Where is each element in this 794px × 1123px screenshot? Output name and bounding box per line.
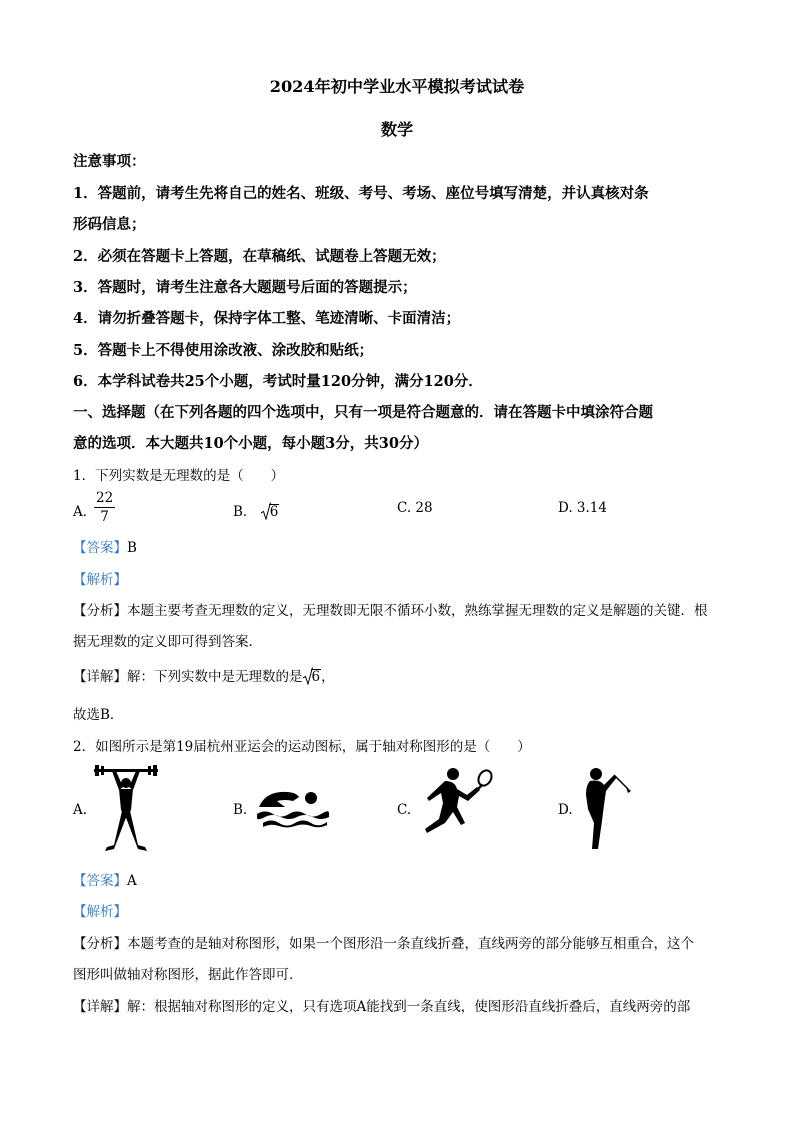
q2-detail bbox=[73, 995, 690, 1015]
q2-analysis-tag: 【解析】 bbox=[73, 904, 127, 920]
q1-option-a-fraction bbox=[94, 489, 115, 526]
q1-option-d: D. 3.14 bbox=[558, 500, 607, 516]
notice-item: 4．请勿折叠答题卡，保持字体工整、笔迹清晰、卡面清洁； bbox=[73, 310, 461, 327]
analysis-label: 【分析】 bbox=[73, 936, 127, 952]
q2-answer bbox=[73, 869, 137, 889]
answer-value: B bbox=[127, 540, 137, 556]
golf-icon bbox=[578, 765, 633, 853]
sqrt-expression bbox=[303, 667, 322, 685]
notice-heading: 注意事项： bbox=[73, 153, 146, 170]
q2-analysis bbox=[73, 932, 694, 952]
tennis-icon bbox=[415, 765, 495, 845]
subject-title: 数学 bbox=[380, 120, 414, 139]
detail-tail: ， bbox=[321, 669, 335, 685]
q1-analysis-cont: 据无理数的定义即可得到答案． bbox=[73, 634, 262, 650]
analysis-text: 本题考查的是轴对称图形，如果一个图形沿一条直线折叠，直线两旁的部分能够互相重合，这个 bbox=[127, 936, 694, 952]
answer-tag: 【答案】 bbox=[73, 540, 127, 556]
detail-label: 【详解】 bbox=[73, 999, 127, 1015]
question-2-stem: 2．如图所示是第19届杭州亚运会的运动图标，属于轴对称图形的是（ ） bbox=[73, 739, 531, 755]
q1-option-b-label: B． bbox=[233, 504, 257, 520]
answer-tag: 【答案】 bbox=[73, 873, 127, 889]
detail-label: 【详解】 bbox=[73, 669, 127, 685]
q1-analysis bbox=[73, 599, 708, 619]
answer-value: A bbox=[127, 873, 137, 889]
section-heading: 一、选择题（在下列各题的四个选项中，只有一项是符合题意的．请在答题卡中填涂符合题 bbox=[73, 404, 653, 421]
radicand: 6 bbox=[269, 504, 279, 520]
q2-analysis-cont: 图形叫做轴对称图形，据此作答即可． bbox=[73, 967, 303, 983]
detail-text: 解：下列实数中是无理数的是 bbox=[127, 669, 303, 685]
q2-option-a-label: A. bbox=[73, 802, 88, 818]
notice-item: 形码信息； bbox=[73, 216, 146, 233]
question-1-stem: 1．下列实数是无理数的是（ ） bbox=[73, 468, 285, 484]
sqrt-expression bbox=[261, 502, 280, 520]
notice-item: 5．答题卡上不得使用涂改液、涂改胶和贴纸； bbox=[73, 342, 374, 359]
section-heading-cont: 意的选项．本大题共10个小题，每小题3分，共30分） bbox=[73, 435, 428, 452]
q2-option-b-label: B. bbox=[233, 802, 248, 818]
notice-item: 2．必须在答题卡上答题，在草稿纸、试题卷上答题无效； bbox=[73, 248, 446, 265]
q1-conclusion: 故选B． bbox=[73, 707, 124, 723]
q2-option-c-label: C. bbox=[397, 802, 412, 818]
fraction-numerator: 22 bbox=[96, 490, 114, 506]
swimming-icon bbox=[255, 787, 330, 829]
detail-text: 解：根据轴对称图形的定义，只有选项A能找到一条直线，使图形沿直线折叠后，直线两旁的部 bbox=[127, 999, 691, 1015]
notice-item: 6．本学科试卷共25个小题，考试时量120分钟，满分120分． bbox=[73, 373, 483, 390]
q1-detail bbox=[73, 665, 335, 685]
weightlifting-icon bbox=[92, 765, 160, 853]
q1-answer bbox=[73, 536, 137, 556]
analysis-text: 本题主要考查无理数的定义，无理数即无限不循环小数，熟练掌握无理数的定义是解题的关键．根 bbox=[127, 603, 708, 619]
q1-analysis-tag: 【解析】 bbox=[73, 572, 127, 588]
q1-option-c: C. 28 bbox=[397, 500, 433, 516]
page-title: 2024年初中学业水平模拟考试试卷 bbox=[269, 77, 525, 96]
analysis-label: 【分析】 bbox=[73, 603, 127, 619]
notice-item: 3．答题时，请考生注意各大题题号后面的答题提示； bbox=[73, 279, 417, 296]
fraction-denominator: 7 bbox=[100, 509, 109, 525]
q2-option-d-label: D. bbox=[558, 802, 573, 818]
q1-option-a-label: A． bbox=[73, 504, 97, 520]
radicand: 6 bbox=[311, 669, 321, 685]
notice-item: 1．答题前，请考生先将自己的姓名、班级、考号、考场、座位号填写清楚，并认真核对条 bbox=[73, 185, 649, 202]
q1-option-b bbox=[233, 500, 279, 520]
